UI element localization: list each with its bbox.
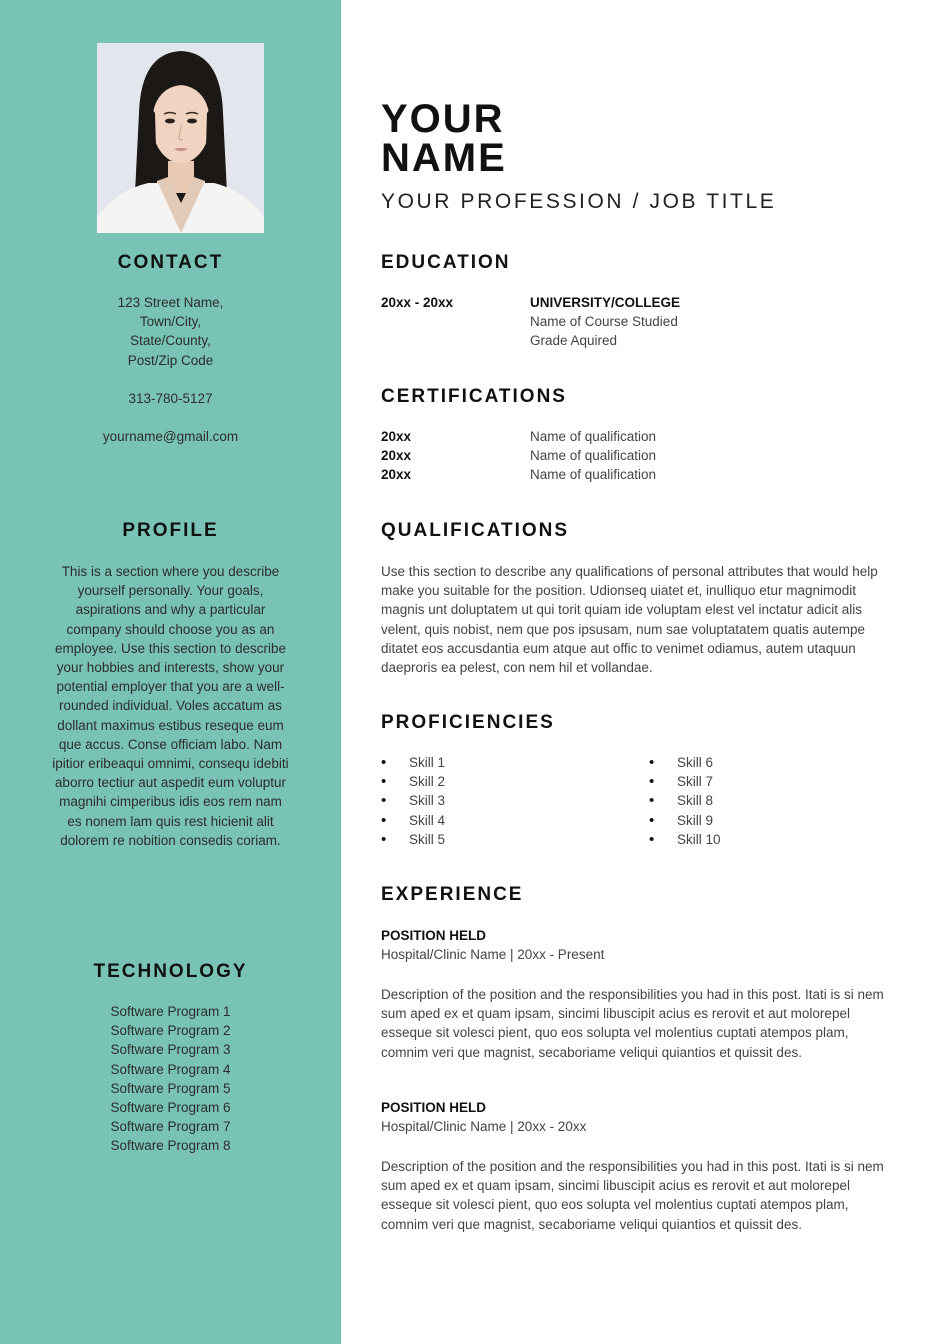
skill-item: • Skill 3 [381, 791, 445, 810]
certification-year: 20xx [381, 429, 412, 444]
skill-item: • Skill 4 [381, 811, 445, 830]
technology-list [50, 1002, 291, 1156]
skill-item: • Skill 9 [649, 811, 721, 830]
name-line: NAME [381, 136, 507, 180]
technology-item: Software Program 7 [110, 1119, 231, 1135]
technology-item: Software Program 8 [110, 1138, 231, 1154]
technology-item: Software Program 1 [110, 1004, 231, 1019]
position-title: POSITION HELD [381, 1100, 487, 1115]
position-description: Description of the position and the responsibilities you had in this post. Itati is si nem sum aped ex et quam ipsam, sincimi libuscipit acius es rerovit et aut molorepel esseque sit volesci pient, quo eos solupta vel molentius cuptati atempos plam, comnim veri que magnist, secaboriame veliqui quiantios et quissit des. [381, 1159, 884, 1232]
certification-name: Name of qualification [530, 429, 657, 444]
address-line: Post/Zip Code [127, 352, 214, 368]
skills-column-2 [649, 753, 721, 849]
position-description: Description of the position and the responsibilities you had in this post. Itati is si nem sum aped ex et quam ipsam, sincimi libuscipit acius es rerovit et aut molorepel esseque sit volesci pient, quo eos solupta vel molentius cuptati atempos plam, comnim veri que magnist, secaboriame veliqui quiantios et quissit des. [381, 987, 884, 1060]
technology-item: Software Program 5 [110, 1080, 231, 1096]
sidebar [0, 0, 341, 1344]
skill-item: • Skill 5 [381, 830, 445, 849]
contact-phone: 313-780-5127 [128, 391, 213, 406]
skills-column-1 [381, 753, 445, 849]
skill-item: • Skill 2 [381, 772, 445, 791]
technology-item: Software Program 2 [110, 1023, 231, 1039]
contact-heading: CONTACT [117, 252, 224, 273]
profile-text: This is a section where you describe yourself personally. Your goals, aspirations and why a particular company should choose you as an employee. Use this section to describe your hobbies and interests, show your potential employer that you are a well-rounded individual. Voles accatum as dollant maximus estibus reseque eum que accus. Conse officiam labo. Nam ipitior eribeaqui omnimi, consequ idebiti aborro tectiur aut aspedit eum voluptur magnihi cimperibus idis eos rem nam es nonem lam quis rest hicienit alit dolorem re nobition consedis coriam. [52, 564, 289, 848]
address-line: Town/City, [139, 314, 202, 330]
qualifications-text: Use this section to describe any qualifications of personal attributes that would help make you suitable for the position. Udionseq uiatet et, inulliquo etur magnimodit magnis unt doluptatem ut qui torit quiam ide voluptam elest vel inctatur adicit alis velent, quis nobist, nem que pos ipsusam, num sae voluptatatem quatis autempe ditatet eos accusdantia eum atque aut offic to venimet odiamus, autem utaquun daeproris ea pelest, con nem hil et vollandae. [381, 564, 878, 676]
technology-item: Software Program 4 [110, 1061, 231, 1077]
skill-item: • Skill 7 [649, 772, 721, 791]
education-school: UNIVERSITY/COLLEGE [530, 295, 681, 310]
position-title: POSITION HELD [381, 928, 487, 943]
technology-item: Software Program 3 [110, 1042, 231, 1058]
profile-photo [97, 43, 264, 233]
address-line: State/County, [130, 333, 211, 349]
technology-item: Software Program 6 [110, 1100, 231, 1116]
education-heading: EDUCATION [381, 252, 511, 273]
education-course: Name of Course Studied [530, 314, 678, 330]
certification-year: 20xx [381, 448, 412, 463]
proficiencies-heading: PROFICIENCIES [381, 712, 555, 733]
profile-heading: PROFILE [122, 520, 219, 541]
education-details [530, 293, 680, 351]
position-subtitle: Hospital/Clinic Name | 20xx - Present [381, 947, 605, 962]
position-subtitle: Hospital/Clinic Name | 20xx - 20xx [381, 1119, 587, 1134]
skill-item: • Skill 8 [649, 791, 721, 810]
qualifications-heading: QUALIFICATIONS [381, 520, 570, 541]
certification-name: Name of qualification [530, 467, 657, 482]
contact-address [50, 293, 291, 370]
education-grade: Grade Aquired [530, 333, 618, 349]
certification-year: 20xx [381, 467, 412, 482]
candidate-name [381, 97, 507, 180]
address-line: 123 Street Name, [117, 295, 224, 310]
skill-item: • Skill 6 [649, 753, 721, 772]
portrait-image [97, 43, 264, 233]
contact-email: yourname@gmail.com [102, 429, 239, 444]
certification-name: Name of qualification [530, 448, 657, 463]
skill-item: • Skill 1 [381, 753, 445, 772]
skill-item: • Skill 10 [649, 830, 721, 849]
certifications-heading: CERTIFICATIONS [381, 386, 567, 407]
technology-heading: TECHNOLOGY [93, 961, 248, 982]
education-years: 20xx - 20xx [381, 295, 454, 310]
name-line: YOUR [381, 97, 505, 141]
job-title: YOUR PROFESSION / JOB TITLE [381, 190, 777, 213]
experience-heading: EXPERIENCE [381, 884, 524, 905]
